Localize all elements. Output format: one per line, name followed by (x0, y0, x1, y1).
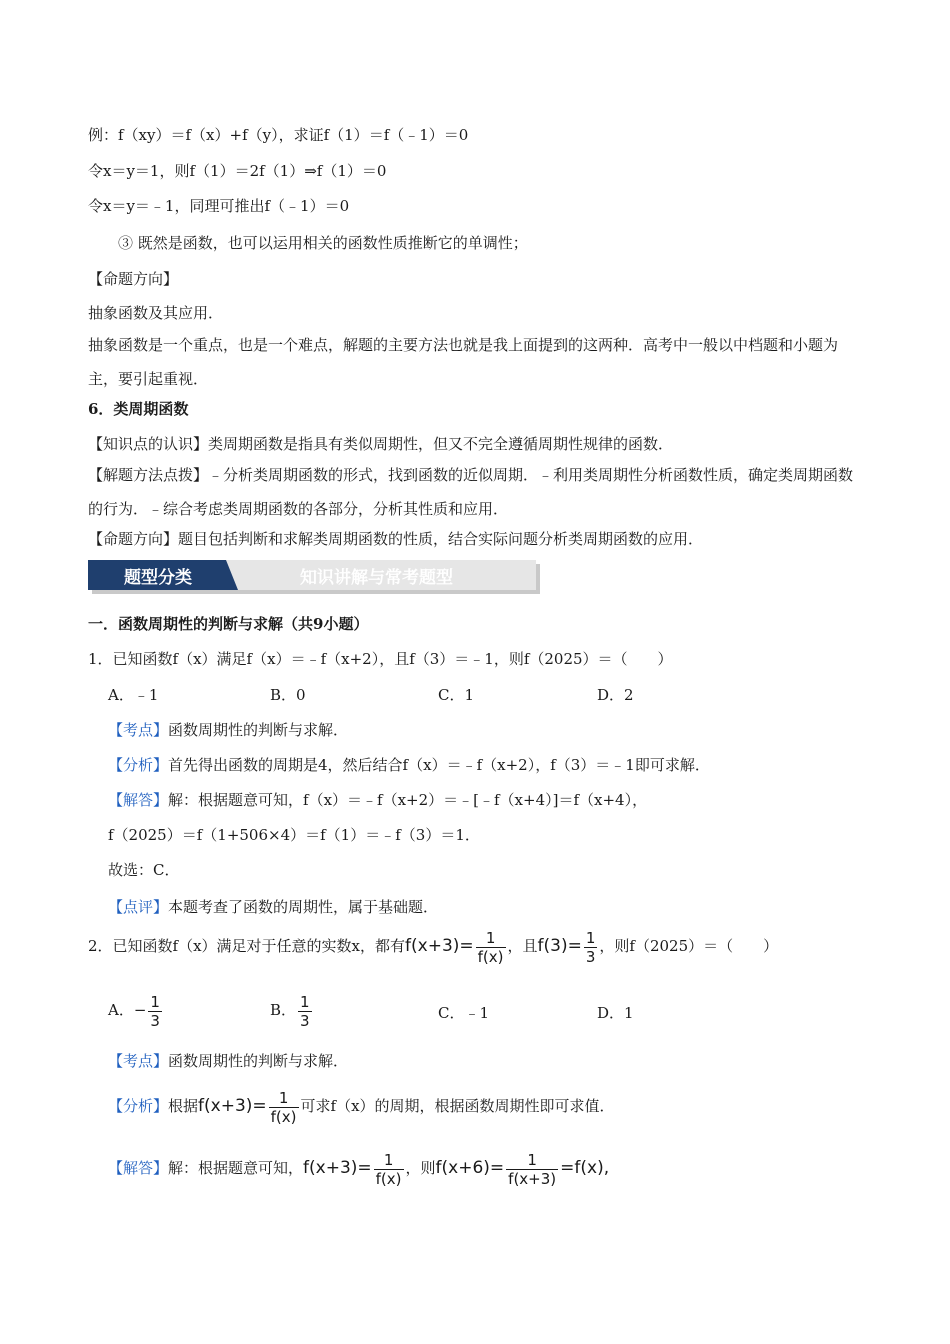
q1-dianping-text: 本题考查了函数的周期性，属于基础题． (168, 898, 439, 916)
direction-label: 【命题方向】 (88, 530, 179, 548)
q2-stem-a: 2．已知函数f（x）满足对于任意的实数x，都有 (88, 937, 406, 955)
direction-line (88, 528, 703, 550)
q1-kaodian-text: 函数周期性的判断与求解． (168, 721, 349, 739)
q2-option-b-num: 1 (300, 992, 310, 1011)
q2-jieda-label: 【解答】 (108, 1159, 169, 1177)
let-line-1: 令x＝y＝1，则f（1）＝2f（1）⇒f（1）＝0 (88, 162, 387, 180)
q2-jieda (108, 1148, 609, 1188)
q2-option-b-label: B． (270, 1001, 297, 1019)
q2-fenxi-label: 【分析】 (108, 1097, 169, 1115)
knowledge-label: 【知识点的认识】 (88, 435, 209, 453)
q2-jieda-frac1-den: f(x) (375, 1169, 402, 1188)
q2-fraction-1 (476, 929, 506, 966)
q1-dianping-label: 【点评】 (108, 898, 169, 916)
direction-text: 题目包括判断和求解类周期函数的性质，结合实际问题分析类周期函数的应用． (178, 530, 704, 548)
q2-option-c: C．﹣1 (438, 1004, 490, 1022)
q2-fenxi-b: 可求f（x）的周期，根据函数周期性即可求值． (300, 1097, 615, 1115)
q2-jieda-eq-end: =f(x), (560, 1158, 610, 1178)
method-block (88, 458, 860, 526)
q2-frac2-num: 1 (585, 928, 596, 947)
q1-kaodian-label: 【考点】 (108, 721, 169, 739)
q2-fenxi-a: 根据 (168, 1097, 199, 1115)
direction-text-1: 抽象函数及其应用． (88, 304, 224, 322)
q2-option-b (270, 990, 314, 1030)
q2-fraction-2 (584, 929, 598, 966)
q1-option-d: D．2 (597, 686, 634, 704)
q2-kaodian-label: 【考点】 (108, 1052, 169, 1070)
q2-frac1-num: 1 (476, 929, 506, 948)
q1-fenxi (108, 754, 710, 776)
q2-kaodian-text: 函数周期性的判断与求解． (168, 1052, 349, 1070)
method-label: 【解题方法点拨】 (88, 466, 209, 484)
q2-fenxi-fraction (269, 1089, 299, 1126)
q2-option-d: D．1 (597, 1004, 634, 1022)
q2-option-b-fraction (298, 993, 312, 1030)
q2-stem-b: ，且 (507, 937, 538, 955)
q1-dianping (108, 896, 438, 918)
method-text: ﹣分析类周期函数的形式，找到函数的近似周期．﹣利用类周期性分析函数性质，确定类周期函数的行为．﹣综合考虑类周期函数的各部分，分析其性质和应用． (88, 466, 854, 518)
let-line-2: 令x＝y＝﹣1，同理可推出f（﹣1）＝0 (88, 197, 350, 215)
q2-fenxi-num: 1 (269, 1089, 299, 1108)
section-6-title: 6．类周期函数 (88, 400, 189, 418)
q1-answer: 故选：C． (108, 861, 180, 879)
q2-fenxi-den: f(x) (270, 1107, 297, 1126)
direction-title: 【命题方向】 (88, 270, 179, 288)
q1-stem: 1．已知函数f（x）满足f（x）＝﹣f（x+2），且f（3）＝﹣1，则f（2025）＝（ ） (88, 650, 673, 668)
q2-jieda-eq-x6: f(x+6)= (435, 1158, 505, 1178)
q1-option-c: C．1 (438, 686, 475, 704)
q1-fenxi-text: 首先得出函数的周期是4，然后结合f（x）＝﹣f（x+2），f（3）＝﹣1即可求解． (168, 756, 710, 774)
q2-jieda-fraction-2 (506, 1151, 558, 1188)
q2-eq-lhs: f(x+3)= (405, 936, 474, 956)
q1-option-b: B．0 (270, 686, 306, 704)
point-3: ③ 既然是函数，也可以运用相关的函数性质推断它的单调性； (118, 234, 528, 252)
q1-jieda-label: 【解答】 (108, 791, 169, 809)
q1-kaodian (108, 719, 348, 741)
q2-jieda-frac1-num: 1 (374, 1151, 404, 1170)
q2-jieda-frac2-den: f(x+3) (508, 1169, 557, 1188)
q2-frac1-den: f(x) (477, 947, 504, 966)
q2-jieda-b: ，则 (405, 1159, 436, 1177)
q2-option-a-label: A． (108, 1001, 134, 1019)
q2-option-a-num: 1 (150, 992, 160, 1011)
q2-frac2-den: 3 (585, 947, 596, 966)
example-line: 例：f（xy）＝f（x）+f（y），求证f（1）＝f（﹣1）＝0 (88, 126, 469, 144)
q2-option-a (108, 990, 164, 1030)
q2-stem-c: ，则f（2025）＝（ ） (599, 937, 779, 955)
q2-jieda-a: 解：根据题意可知， (168, 1159, 304, 1177)
q1-jieda (108, 789, 647, 811)
knowledge-line (88, 433, 673, 455)
q2-kaodian (108, 1050, 348, 1072)
section-banner (88, 560, 538, 594)
banner-subtitle: 知识讲解与常考题型 (300, 568, 453, 588)
q1-option-a: A．﹣1 (108, 686, 159, 704)
q2-fenxi (108, 1086, 615, 1126)
q1-fenxi-label: 【分析】 (108, 756, 169, 774)
q2-jieda-frac2-num: 1 (506, 1151, 558, 1170)
q2-eq2-lhs: f(3)= (537, 936, 582, 956)
banner-title: 题型分类 (124, 568, 192, 588)
q1-jieda-text: 解：根据题意可知，f（x）＝﹣f（x+2）＝﹣[﹣f（x+4）]＝f（x+4）， (168, 791, 648, 809)
q2-option-b-den: 3 (300, 1011, 310, 1030)
knowledge-text: 类周期函数是指具有类似周期性，但又不完全遵循周期性规律的函数． (208, 435, 674, 453)
q2-stem (88, 926, 778, 966)
q2-option-a-minus: − (133, 1001, 147, 1019)
q1-jieda-line-2: f（2025）＝f（1+506×4）＝f（1）＝﹣f（3）＝1． (108, 826, 480, 844)
q2-jieda-eq-lhs: f(x+3)= (303, 1158, 372, 1178)
direction-text-2: 抽象函数是一个重点，也是一个难点，解题的主要方法也就是我上面提到的这两种．高考中一般以中档题和小题为主，要引起重视． (88, 336, 839, 388)
q2-jieda-fraction-1 (374, 1151, 404, 1188)
q2-fenxi-eq-lhs: f(x+3)= (198, 1096, 267, 1116)
q2-option-a-den: 3 (150, 1011, 160, 1030)
q2-option-a-fraction (148, 993, 162, 1030)
part-1-heading: 一．函数周期性的判断与求解（共9小题） (88, 615, 369, 633)
